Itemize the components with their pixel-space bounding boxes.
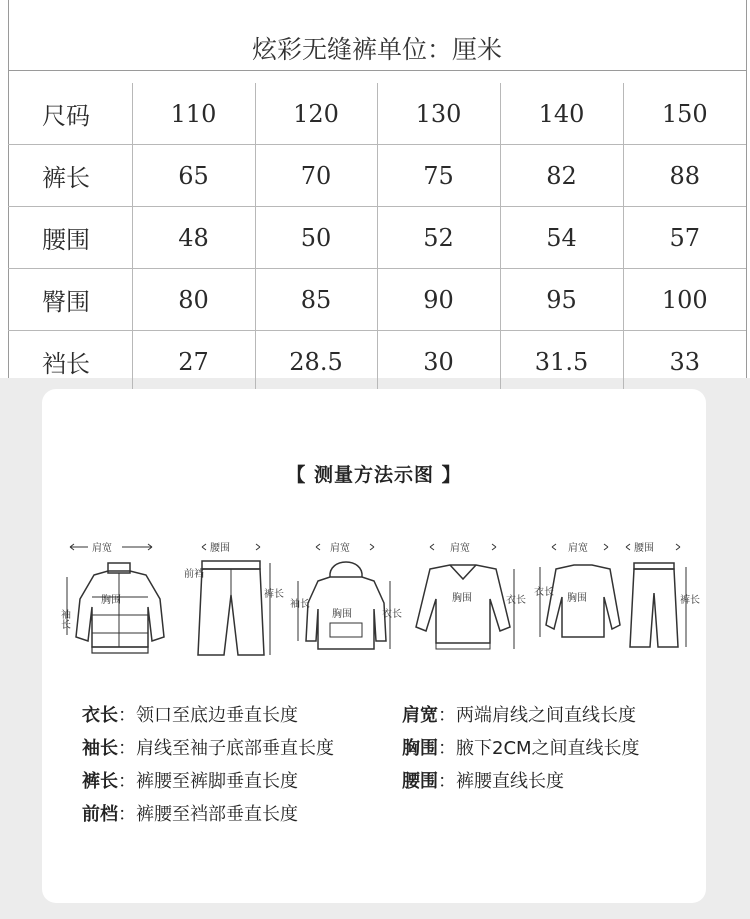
table-cell: 30 (377, 331, 500, 393)
definition-waist: 腰围：裤腰直线长度 (402, 771, 564, 792)
tracksuit-pants-length-label: 裤长 (680, 595, 700, 606)
hoodie-sleeve-label: 袖长 (290, 599, 310, 610)
definition-shoulder-width: 肩宽：两端肩线之间直线长度 (402, 705, 636, 726)
table-cell: 100 (623, 269, 746, 331)
table-cell: 65 (132, 145, 255, 207)
row-label: 尺码 (8, 83, 132, 145)
table-cell: 88 (623, 145, 746, 207)
table-cell: 75 (377, 145, 500, 207)
size-table (8, 83, 746, 392)
table-cell: 57 (623, 207, 746, 269)
jacket-chest-label: 胸围 (101, 595, 121, 606)
table-cell: 85 (255, 269, 377, 331)
sweater-length-label: 衣长 (506, 595, 526, 606)
table-cell: 27 (132, 331, 255, 393)
table-cell: 140 (500, 83, 623, 145)
tracksuit-waist-label: 腰围 (634, 543, 654, 554)
hoodie-figure (288, 537, 402, 659)
jacket-sleeve-label: 袖长 (58, 609, 70, 629)
row-label: 臀围 (8, 269, 132, 331)
table-cell: 82 (500, 145, 623, 207)
table-cell: 33 (669, 347, 701, 376)
tracksuit-chest-label: 胸围 (567, 593, 587, 604)
size-chart (0, 0, 750, 378)
table-row (8, 269, 746, 331)
row-label: 裤长 (8, 145, 132, 207)
trousers-figure (180, 537, 284, 659)
table-cell: 28.5 (255, 331, 377, 393)
table-border-right (746, 0, 747, 378)
table-row (8, 83, 746, 145)
table-cell: 54 (500, 207, 623, 269)
table-cell: 50 (255, 207, 377, 269)
hoodie-chest-label: 胸围 (332, 609, 352, 620)
trousers-rise-label: 前裆 (184, 569, 204, 580)
sweater-figure (410, 537, 526, 659)
hoodie-shoulder-label: 肩宽 (330, 543, 350, 554)
trousers-waist-label: 腰围 (210, 543, 230, 554)
table-cell: 95 (500, 269, 623, 331)
tracksuit-length-label: 衣长 (534, 587, 554, 598)
table-cell: 110 (132, 83, 255, 145)
table-row (8, 331, 746, 393)
jacket-shoulder-label: 肩宽 (92, 543, 112, 554)
hoodie-length-label: 衣长 (382, 609, 402, 620)
table-cell: 150 (623, 83, 746, 145)
definition-pants-length: 裤长：裤腰至裤脚垂直长度 (82, 771, 298, 792)
table-cell: 31.5 (500, 331, 623, 393)
table-row (8, 145, 746, 207)
tracksuit-shoulder-label: 肩宽 (568, 543, 588, 554)
table-cell: 130 (377, 83, 500, 145)
definition-chest: 胸围：腋下2CM之间直线长度 (402, 738, 640, 759)
table-cell: 90 (377, 269, 500, 331)
measurement-title: 【 测量方法示图 】 (286, 464, 462, 486)
sweater-shoulder-label: 肩宽 (450, 543, 470, 554)
table-cell: 120 (255, 83, 377, 145)
definition-sleeve-length: 袖长：肩线至袖子底部垂直长度 (82, 738, 334, 759)
row-label: 裆长 (8, 331, 132, 393)
table-cell: 70 (255, 145, 377, 207)
trousers-length-label: 裤长 (264, 589, 284, 600)
row-label: 腰围 (8, 207, 132, 269)
sweater-chest-label: 胸围 (452, 593, 472, 604)
measurement-card (42, 389, 706, 903)
table-cell: 52 (377, 207, 500, 269)
table-cell: 48 (132, 207, 255, 269)
table-cell: 80 (132, 269, 255, 331)
tracksuit-figure (534, 537, 700, 659)
definition-front-rise: 前档：裤腰至裆部垂直长度 (82, 804, 298, 825)
down-jacket-figure (58, 537, 182, 659)
title-divider (8, 70, 746, 71)
size-chart-title: 炫彩无缝裤单位：厘米 (251, 35, 502, 64)
definition-garment-length: 衣长：领口至底边垂直长度 (82, 705, 298, 726)
table-row (8, 207, 746, 269)
